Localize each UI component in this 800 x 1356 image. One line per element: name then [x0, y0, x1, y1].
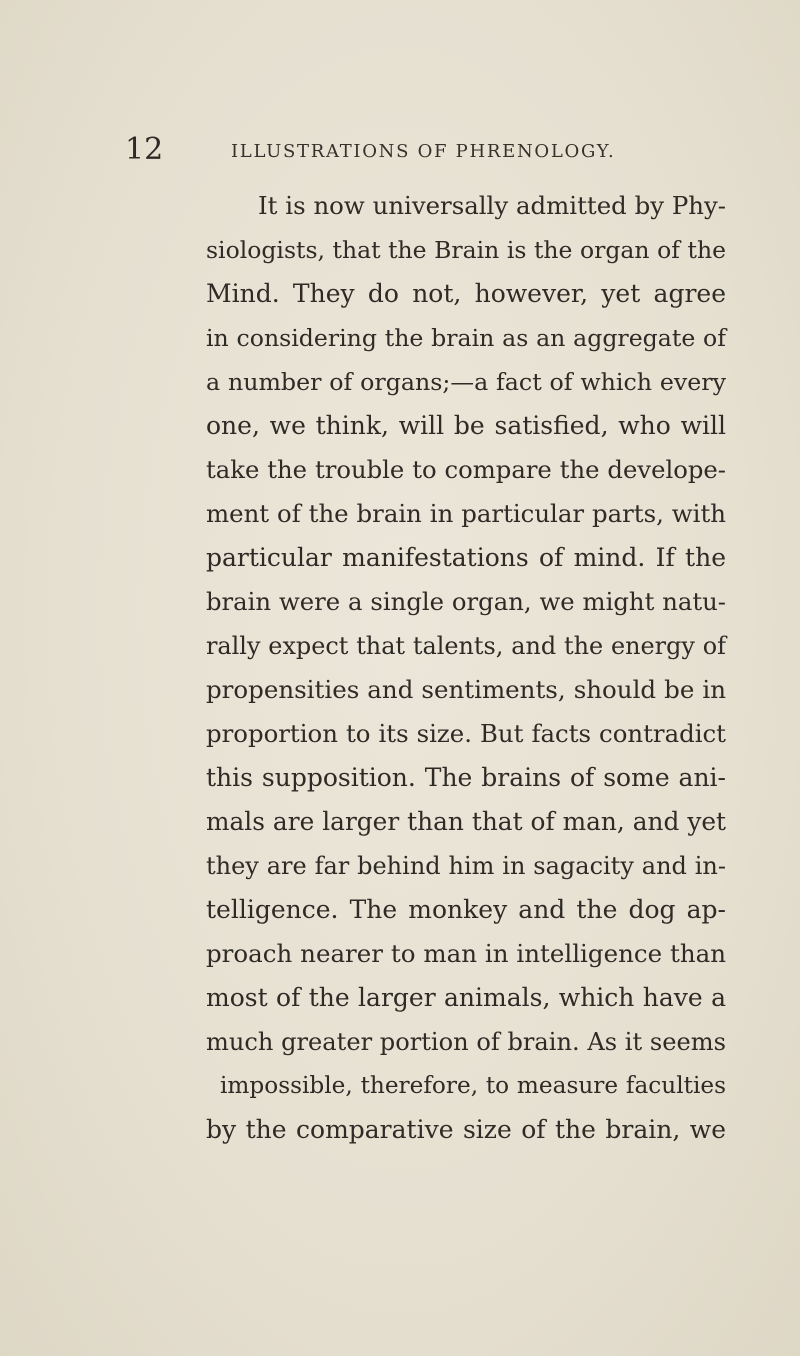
running-head: ILLUSTRATIONS OF PHRENOLOGY.	[231, 141, 616, 162]
text-line: rally expect that talents, and the energy of	[206, 632, 726, 660]
text-line: a number of organs;—a fact of which every	[206, 368, 726, 396]
text-line: in considering the brain as an aggregate of	[206, 324, 726, 352]
text-line: Mind. They do not, however, yet agree	[206, 279, 726, 308]
text-line: brain were a single organ, we might natu-	[206, 587, 726, 616]
page-header	[125, 133, 725, 173]
text-line: mals are larger than that of man, and yet	[206, 807, 726, 836]
text-line: take the trouble to compare the develope-	[206, 455, 726, 484]
text-line: particular manifestations of mind. If the	[206, 543, 726, 572]
text-line: much greater portion of brain. As it seems	[206, 1028, 726, 1056]
text-line: most of the larger animals, which have a	[206, 983, 726, 1012]
text-line: propensities and sentiments, should be in	[206, 675, 726, 704]
text-line: It is now universally admitted by Phy-	[258, 191, 726, 220]
text-line: they are far behind him in sagacity and in-	[206, 852, 726, 880]
text-line: by the comparative size of the brain, we	[206, 1115, 726, 1144]
text-line: siologists, that the Brain is the organ of the	[206, 236, 726, 264]
text-line: telligence. The monkey and the dog ap-	[206, 895, 726, 924]
text-line: ment of the brain in particular parts, with	[206, 499, 726, 528]
text-line: this supposition. The brains of some ani-	[206, 763, 726, 792]
text-line: impossible, therefore, to measure faculties	[220, 1072, 726, 1099]
text-line: proportion to its size. But facts contradict	[206, 719, 726, 748]
text-line: proach nearer to man in intelligence than	[206, 939, 726, 968]
page-number: 12	[125, 132, 164, 167]
text-line: one, we think, will be satisfied, who will	[206, 411, 726, 440]
